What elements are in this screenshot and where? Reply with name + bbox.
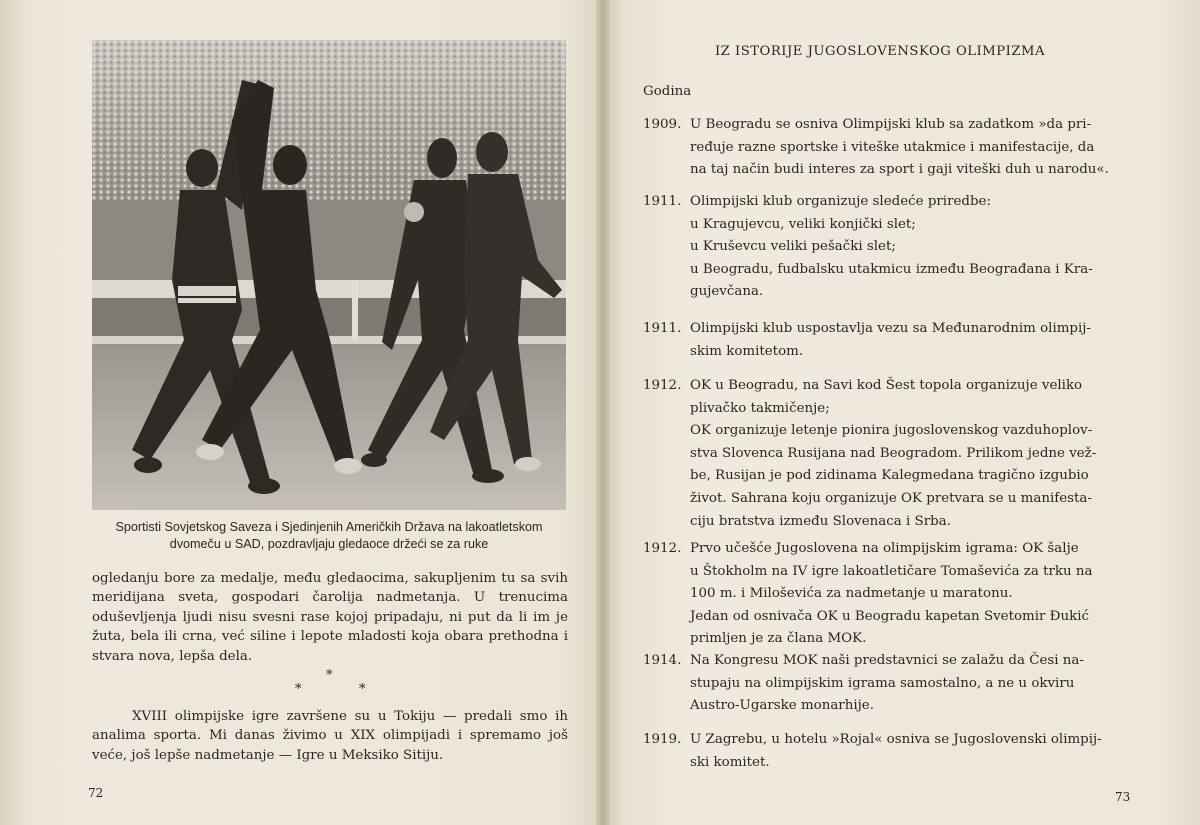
entry-line: U Zagrebu, u hotelu »Rojal« osniva se Jugoslovenski olimpij- — [690, 732, 1102, 747]
entry-line: u Štokholm na IV igre lakoatletičare Tomaševića za trku na — [690, 563, 1093, 579]
entry-line: OK u Beogradu, na Savi kod Šest topola organizuje veliko — [690, 378, 1083, 393]
left-paragraph-2: XVIII olimpijske igre završene su u Tokiju — predali smo ih analima sporta. Mi danas živimo u XIX olimpijadi i spremamo još veće, još lepše nadmetanje — Igre u Meksiko Sitiju. — [92, 709, 568, 763]
column-header-year: Godina — [643, 84, 692, 99]
entry-line: Olimpijski klub uspostavlja vezu sa Međunarodnim olimpij- — [690, 321, 1091, 336]
entry-line: skim komitetom. — [690, 343, 804, 359]
left-paragraph-1: ogledanju bore za medalje, među gledaocima, sakupljenim tu sa svih meridijana sveta, gospodari čarolija nadmetanja. U trenucima oduševljenja ljudi nisu svesni rase kojoj pripadaju, ni put da li im je žuta, bela ili crna, već siline i lepote mladosti koja obara prethodna i stvara nova, lepša dela. — [92, 571, 568, 664]
entry-line: na taj način budi interes za sport i gaji viteški duh u narodu«. — [690, 162, 1109, 178]
entry-line: Na Kongresu MOK naši predstavnici se zalažu da Česi na- — [690, 653, 1084, 668]
page-number-left: 72 — [88, 786, 104, 800]
photo-caption: Sportisti Sovjetskog Saveza i Sjedinjenih Američkih Država na lakoatletskom dvomeču u SAD, pozdravljaju gledaoce držeći se za ruke — [115, 520, 543, 551]
entry-year: 1919. — [643, 732, 682, 747]
entry-line: ski komitet. — [690, 754, 770, 770]
entry-line: stva Slovenca Rusijana nad Beogradom. Prilikom jedne vež- — [690, 445, 1097, 461]
entry-line: u Kruševcu veliki pešački slet; — [690, 239, 896, 255]
entry-line: 100 m. i Miloševića za nadmetanje u maratonu. — [690, 586, 1013, 602]
entry-line: Prvo učešće Jugoslovena na olimpijskim igrama: OK šalje — [690, 541, 1079, 556]
section-divider — [0, 668, 603, 698]
entry-line: OK organizuje letenje pionira jugoslovenskog vazduhoplov- — [690, 423, 1093, 439]
asterisk: * — [295, 682, 302, 697]
entry-line: U Beogradu se osniva Olimpijski klub sa zadatkom »da pri- — [690, 117, 1092, 132]
entry-line: ciju bratstva između Slovenaca i Srba. — [690, 513, 951, 529]
entry-line: Jedan od osnivača OK u Beogradu kapetan Svetomir Đukić — [690, 608, 1090, 624]
timeline-entry-1912b — [643, 538, 1128, 651]
entry-line: Olimpijski klub organizuje sledeće priredbe: — [690, 194, 991, 209]
entry-year: 1912. — [643, 378, 682, 393]
timeline-entry-1914 — [643, 650, 1128, 718]
timeline-entry-1911b — [643, 318, 1128, 363]
asterisk: * — [326, 668, 333, 683]
asterisk: * — [359, 682, 366, 697]
entry-line: plivačko takmičenje; — [690, 400, 830, 416]
entry-line: primljen je za člana MOK. — [690, 631, 867, 647]
timeline-entry-1912a — [643, 375, 1128, 533]
entry-line: be, Rusijan je pod zidinama Kalegmedana tragično izgubio — [690, 468, 1089, 484]
entry-year: 1911. — [643, 194, 682, 209]
page-title: IZ ISTORIJE JUGOSLOVENSKOG OLIMPIZMA — [714, 44, 1046, 59]
entry-year: 1912. — [643, 541, 682, 556]
athletes-photo — [92, 40, 566, 510]
timeline-entry-1919 — [643, 729, 1128, 774]
entry-year: 1914. — [643, 653, 682, 668]
entry-year: 1911. — [643, 321, 682, 336]
entry-line: u Kragujevcu, veliki konjički slet; — [690, 216, 916, 232]
timeline-entry-1909 — [643, 114, 1128, 182]
entry-year: 1909. — [643, 117, 682, 132]
entry-line: stupaju na olimpijskim igrama samostalno, a ne u okviru — [690, 675, 1075, 691]
timeline-entry-1911a — [643, 191, 1128, 304]
entry-line: gujevčana. — [690, 284, 764, 300]
entry-line: život. Sahrana koju organizuje OK pretvara se u manifesta- — [690, 490, 1092, 506]
entry-line: u Beogradu, fudbalsku utakmicu između Beograđana i Kra- — [690, 261, 1093, 277]
entry-line: Austro-Ugarske monarhije. — [690, 698, 874, 714]
entry-line: ređuje razne sportske i viteške utakmice i manifestacije, da — [690, 139, 1095, 155]
page-number-right: 73 — [1115, 790, 1131, 804]
book-gutter — [596, 0, 610, 825]
